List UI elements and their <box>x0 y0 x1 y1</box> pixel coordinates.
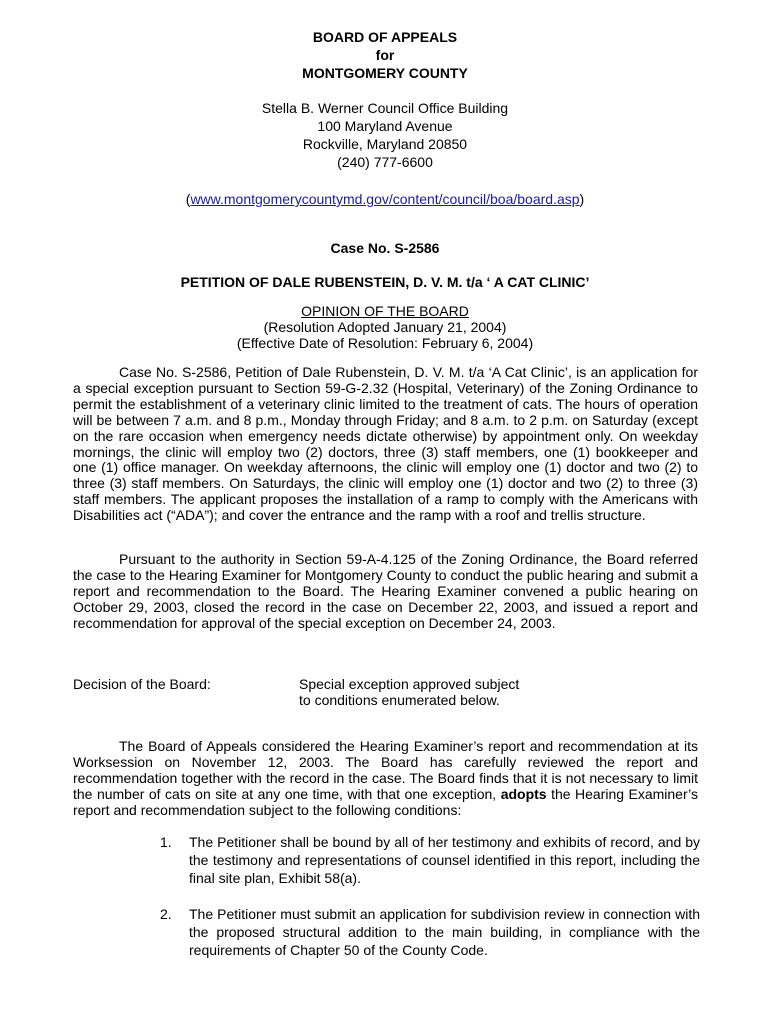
condition-text: The Petitioner must submit an application for subdivision review in connection with the proposed structural addition to the main building, in compliance with the requirements of Chapter 50 of the County Code. <box>189 906 700 958</box>
address-street: 100 Maryland Avenue <box>317 118 453 134</box>
condition-item-2 <box>160 905 700 959</box>
phone-number: (240) 777-6600 <box>337 154 433 170</box>
org-name-line3: MONTGOMERY COUNTY <box>302 65 468 81</box>
paragraph-3-text-before: The Board of Appeals considered the Hearing Examiner’s report and recommendation at its Worksession on November 12, 2003. The Board has carefully reviewed the report and recommendation together with the record in the case. The Board finds that it is not necessary to limit the number of cats on site at any one time, with that one exception, <box>73 738 698 802</box>
paragraph-2-text: Pursuant to the authority in Section 59-A-4.125 of the Zoning Ordinance, the Board referred the case to the Hearing Examiner for Montgomery County to conduct the public hearing and submit a report and recommendation to the Board. The Hearing Examiner convened a public hearing on October 29, 2003, closed the record in the case on December 22, 2003, and issued a report and recommendation for approval of the special exception on December 24, 2003. <box>73 551 698 631</box>
address-building: Stella B. Werner Council Office Building <box>261 100 509 116</box>
opinion-title: OPINION OF THE BOARD <box>301 303 469 319</box>
effective-date: (Effective Date of Resolution: February 6, 2004) <box>236 335 534 351</box>
decision-value-line2: to conditions enumerated below. <box>299 692 500 708</box>
body-paragraph-1 <box>73 365 698 524</box>
body-paragraph-2 <box>73 552 698 632</box>
paragraph-3-text-after: the Hearing Examiner’s report and recommendation subject to the following conditions: <box>73 785 699 818</box>
condition-number: 2. <box>160 906 172 922</box>
resolution-adopted: (Resolution Adopted January 21, 2004) <box>263 319 507 335</box>
url-open-paren: ( <box>185 191 191 207</box>
body-paragraph-3 <box>73 739 698 819</box>
url-close-paren: ) <box>579 191 585 207</box>
board-website-link[interactable]: www.montgomerycountymd.gov/content/council/boa/board.asp <box>190 191 580 207</box>
opinion-title-line <box>60 303 710 319</box>
case-number: Case No. S-2586 <box>330 240 440 256</box>
petition-title: PETITION OF DALE RUBENSTEIN, D. V. M. t/a ‘ A CAT CLINIC’ <box>180 274 590 290</box>
condition-text: The Petitioner shall be bound by all of her testimony and exhibits of record, and by the testimony and representations of counsel identified in this report, including the final site plan, Exhibit 58(a). <box>189 834 700 886</box>
paragraph-1-text: Case No. S-2586, Petition of Dale Rubenstein, D. V. M. t/a ‘A Cat Clinic’, is an application for a special exception pursuant to Section 59-G-2.32 (Hospital, Veterinary) of the Zoning Ordinance to permit the establishment of a veterinary clinic limited to the treatment of cats. The hours of operation will be between 7 a.m. and 8 p.m., Monday through Friday; and 8 a.m. to 2 p.m. on Saturday (except on the rare occasion when emergency needs dictate otherwise) by appointment only. On weekday mornings, the clinic will employ two (2) doctors, three (3) staff members, one (1) bookkeeper and one (1) office manager. On weekday afternoons, the clinic will employ one (1) doctor and two (2) to three (3) staff members. On Saturdays, the clinic will employ one (1) doctor and two (2) to three (3) staff members. The applicant proposes the installation of a ramp to comply with the Americans with Disabilities act (“ADA”); and cover the entrance and the ramp with a roof and trellis structure. <box>73 364 698 524</box>
decision-value <box>299 676 599 708</box>
address-city: Rockville, Maryland 20850 <box>302 136 468 152</box>
decision-value-line1: Special exception approved subject <box>299 676 520 692</box>
decision-label: Decision of the Board: <box>73 676 211 692</box>
website-line <box>60 190 710 208</box>
condition-item-1 <box>160 833 700 887</box>
org-name-line1: BOARD OF APPEALS <box>312 29 458 45</box>
org-name-line2: for <box>375 47 395 63</box>
paragraph-3-bold-adopts: adopts <box>500 785 547 802</box>
condition-number: 1. <box>160 834 172 850</box>
